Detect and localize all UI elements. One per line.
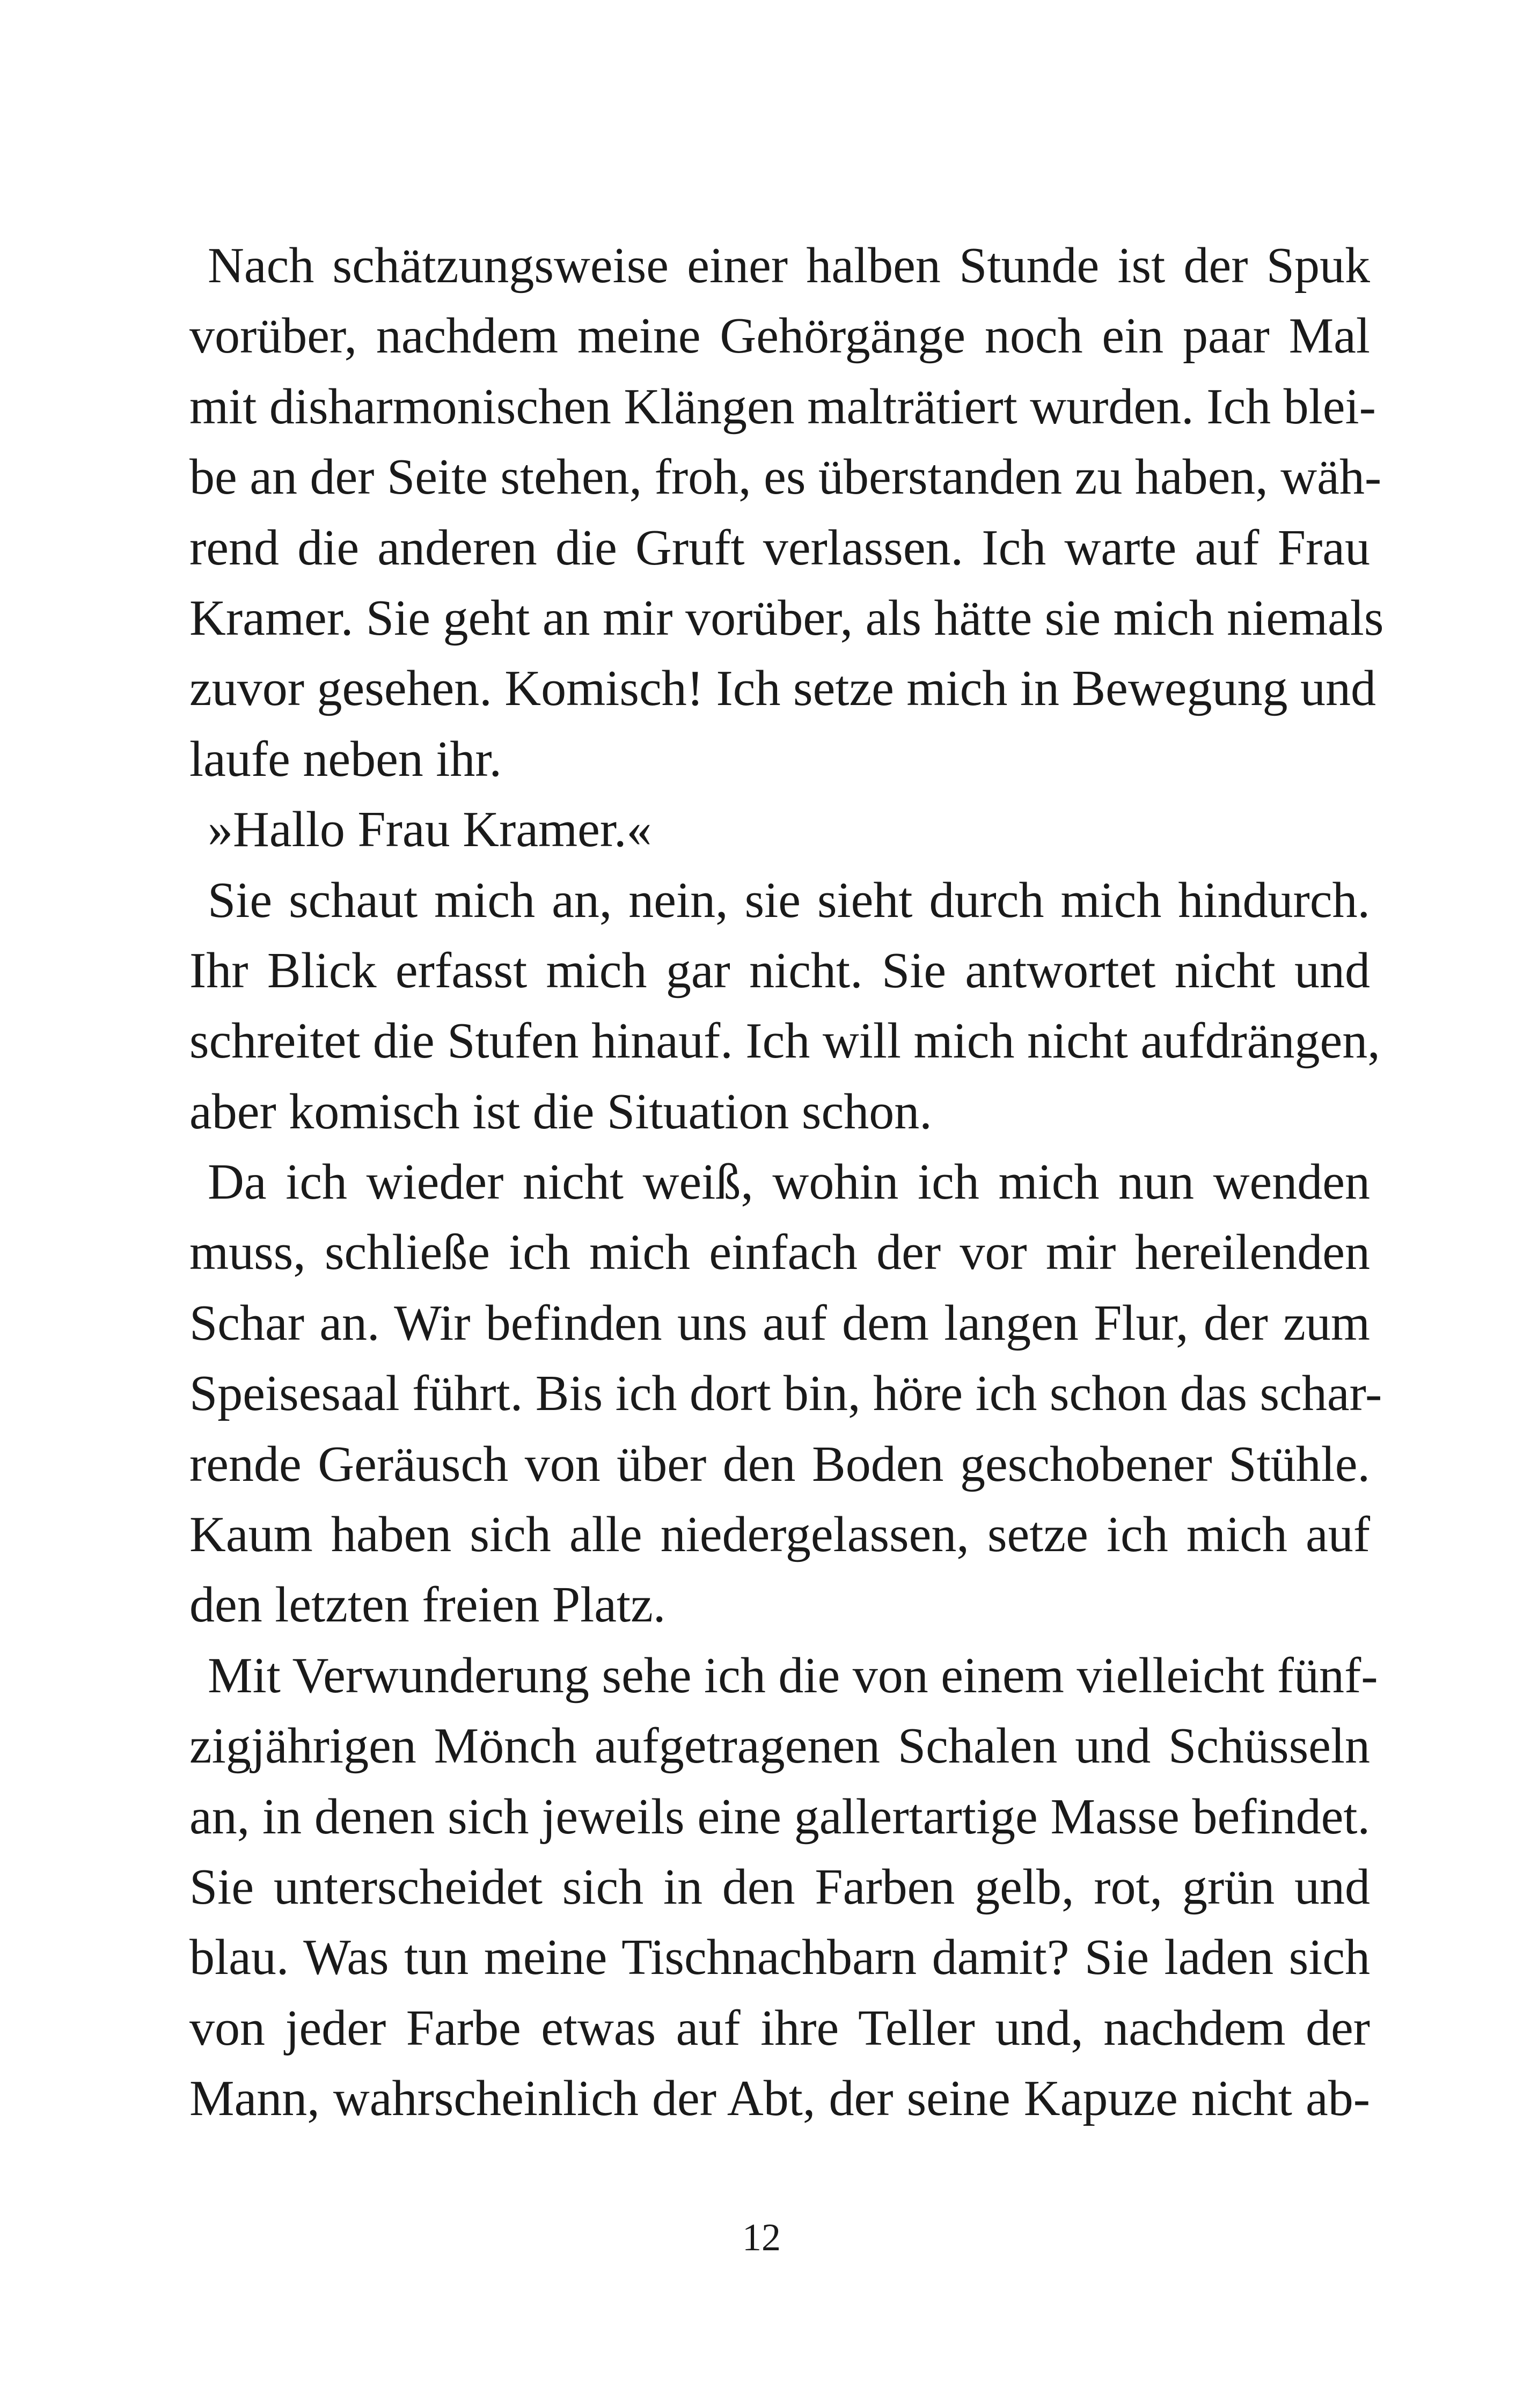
text-line: mit disharmonischen Klängen malträtiert wurden. Ich blei- [189,378,1376,435]
text-line: Sie unterscheidet sich in den Farben gelb, rot, grün und [189,1859,1370,1915]
text-line: zigjährigen Mönch aufgetragenen Schalen und Schüsseln [189,1718,1370,1774]
text-line: Sie schaut mich an, nein, sie sieht durch mich hindurch. [208,872,1370,928]
text-line: rende Geräusch von über den Boden geschobener Stühle. [189,1436,1370,1492]
text-line: »Hallo Frau Kramer.« [208,802,652,858]
text-line: an, in denen sich jeweils eine gallertartige Masse befindet. [189,1788,1370,1845]
text-line: Da ich wieder nicht weiß, wohin ich mich nun wenden [208,1154,1370,1210]
text-line: Mit Verwunderung sehe ich die von einem vielleicht fünf- [208,1647,1378,1704]
text-line: be an der Seite stehen, froh, es überstanden zu haben, wäh- [189,449,1382,505]
text-line: Ihr Blick erfasst mich gar nicht. Sie antwortet nicht und [189,942,1370,999]
text-line: Nach schätzungsweise einer halben Stunde ist der Spuk [208,238,1370,293]
text-line: Kramer. Sie geht an mir vorüber, als hätte sie mich niemals [189,590,1384,646]
text-line: blau. Was tun meine Tischnachbarn damit? Sie laden sich [189,1929,1370,1986]
text-line: laufe neben ihr. [189,731,502,787]
text-line: zuvor gesehen. Komisch! Ich setze mich in Bewegung und [189,660,1376,717]
text-line: rend die anderen die Gruft verlassen. Ich warte auf Frau [189,519,1370,576]
page-number: 12 [742,2216,781,2259]
text-line: Mann, wahrscheinlich der Abt, der seine Kapuze nicht ab- [189,2071,1370,2127]
text-line: Speisesaal führt. Bis ich dort bin, höre ich schon das schar- [189,1365,1382,1422]
body-text [189,231,1384,2134]
text-line: schreitet die Stufen hinauf. Ich will mich nicht aufdrängen, [189,1013,1380,1069]
text-line: aber komisch ist die Situation schon. [189,1083,932,1140]
text-line: Schar an. Wir befinden uns auf dem langen Flur, der zum [189,1295,1370,1351]
text-line: vorüber, nachdem meine Gehörgänge noch ein paar Mal [189,308,1370,364]
text-line: den letzten freien Platz. [189,1577,666,1633]
text-line: Kaum haben sich alle niedergelassen, setze ich mich auf [189,1507,1370,1563]
text-line: von jeder Farbe etwas auf ihre Teller und, nachdem der [189,2000,1370,2056]
text-line: muss, schließe ich mich einfach der vor mir hereilenden [189,1224,1370,1281]
